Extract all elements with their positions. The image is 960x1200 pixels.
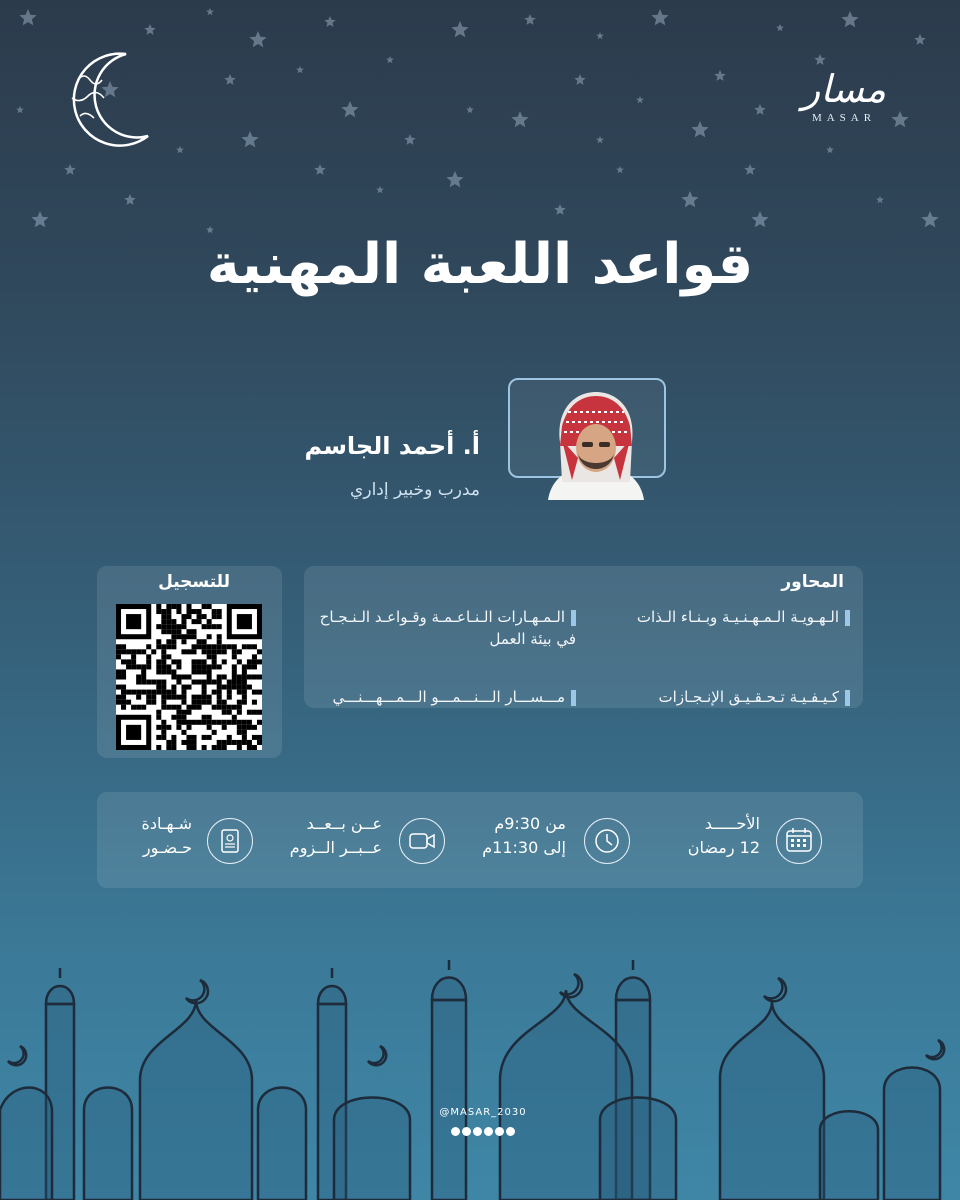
star-icon (826, 146, 834, 153)
mosque-silhouette (0, 960, 960, 1200)
star-icon (324, 16, 335, 27)
social-icons (428, 1121, 538, 1140)
event-time-from: من 9:30م (494, 814, 566, 833)
ramadan-logo (48, 40, 158, 150)
x-icon[interactable] (473, 1127, 482, 1136)
topic-text: كـيـفـيـة تـحـقـيـق الإنـجـازات (658, 688, 839, 706)
topics-heading: المحاور (781, 572, 844, 592)
registration-heading: للتسجيل (158, 572, 230, 592)
star-icon (524, 14, 535, 25)
star-icon (341, 101, 358, 117)
topic-bullet (845, 690, 850, 706)
star-icon (249, 31, 266, 47)
brand-logo-arabic: مسار (801, 67, 887, 111)
brand-logo-latin: MASAR (811, 112, 877, 124)
speaker-name: أ. أحمد الجاسم (304, 432, 480, 460)
brand-logo (774, 68, 914, 124)
telegram-icon[interactable] (451, 1127, 460, 1136)
clock-icon (584, 818, 630, 864)
star-icon (446, 171, 463, 187)
star-icon (511, 111, 528, 127)
instagram-icon[interactable] (462, 1127, 471, 1136)
star-icon (16, 106, 24, 113)
star-icon (466, 106, 474, 113)
star-icon (64, 164, 75, 175)
star-icon (386, 56, 394, 63)
event-day: الأحـــــد (704, 814, 760, 833)
star-icon (574, 74, 585, 85)
speaker-photo (538, 382, 654, 500)
topic-item (598, 686, 850, 708)
star-icon (744, 164, 755, 175)
certificate-icon (207, 818, 253, 864)
event-time-to: إلى 11:30م (482, 838, 566, 857)
star-icon (144, 24, 155, 35)
social-handle[interactable]: @MASAR_2030 (439, 1107, 527, 1118)
star-icon (814, 54, 825, 65)
star-icon (376, 186, 384, 193)
topic-bullet (571, 610, 576, 626)
event-mode-line1: عــن بــعــد (306, 814, 382, 833)
star-icon (681, 191, 698, 207)
star-icon (451, 21, 468, 37)
topic-item (300, 606, 576, 650)
star-icon (754, 104, 765, 115)
star-icon (751, 211, 768, 227)
topic-bullet (571, 690, 576, 706)
star-icon (914, 34, 925, 45)
topic-bullet (845, 610, 850, 626)
certificate-line1: شـهـادة (141, 814, 192, 833)
star-icon (714, 70, 725, 81)
star-icon (124, 194, 135, 205)
topic-text: الـمـهـارات الـنـاعـمـة وقـواعـد الـنـجـاح في بيئة العمل (319, 608, 576, 648)
speaker-role: مدرب وخبير إداري (350, 480, 480, 500)
crescent-icon (48, 40, 158, 150)
star-icon (206, 8, 214, 15)
star-icon (596, 136, 604, 143)
star-icon (636, 96, 644, 103)
topic-item (598, 606, 850, 628)
event-date: 12 رمضان (687, 838, 760, 857)
event-mode-line2: عــبــر الــزوم (289, 838, 382, 857)
star-icon (31, 211, 48, 227)
star-icon (841, 11, 858, 27)
star-icon (241, 131, 258, 147)
star-icon (404, 134, 415, 145)
youtube-icon[interactable] (495, 1127, 504, 1136)
topic-item (300, 686, 576, 708)
star-icon (224, 74, 235, 85)
star-icon (314, 164, 325, 175)
star-icon (176, 146, 184, 153)
tiktok-icon[interactable] (506, 1127, 515, 1136)
star-icon (776, 24, 784, 31)
registration-qr-code[interactable] (116, 604, 262, 750)
video-icon (399, 818, 445, 864)
star-icon (691, 121, 708, 137)
star-icon (921, 211, 938, 227)
certificate-line2: حـضـور (142, 838, 192, 857)
star-icon (651, 9, 668, 25)
star-icon (596, 32, 604, 39)
star-icon (876, 196, 884, 203)
snapchat-icon[interactable] (484, 1127, 493, 1136)
topic-text: مـــســـار الـــنـــمـــو الـــمـــهـــنـــي (332, 688, 565, 706)
star-icon (19, 9, 36, 25)
page-title: قواعد اللعبة المهنية (206, 232, 754, 297)
star-icon (616, 166, 624, 173)
star-icon (296, 66, 304, 73)
calendar-icon (776, 818, 822, 864)
star-icon (554, 204, 565, 215)
topic-text: الـهـويـة الـمـهـنـيـة وبـنـاء الـذات (636, 608, 839, 626)
